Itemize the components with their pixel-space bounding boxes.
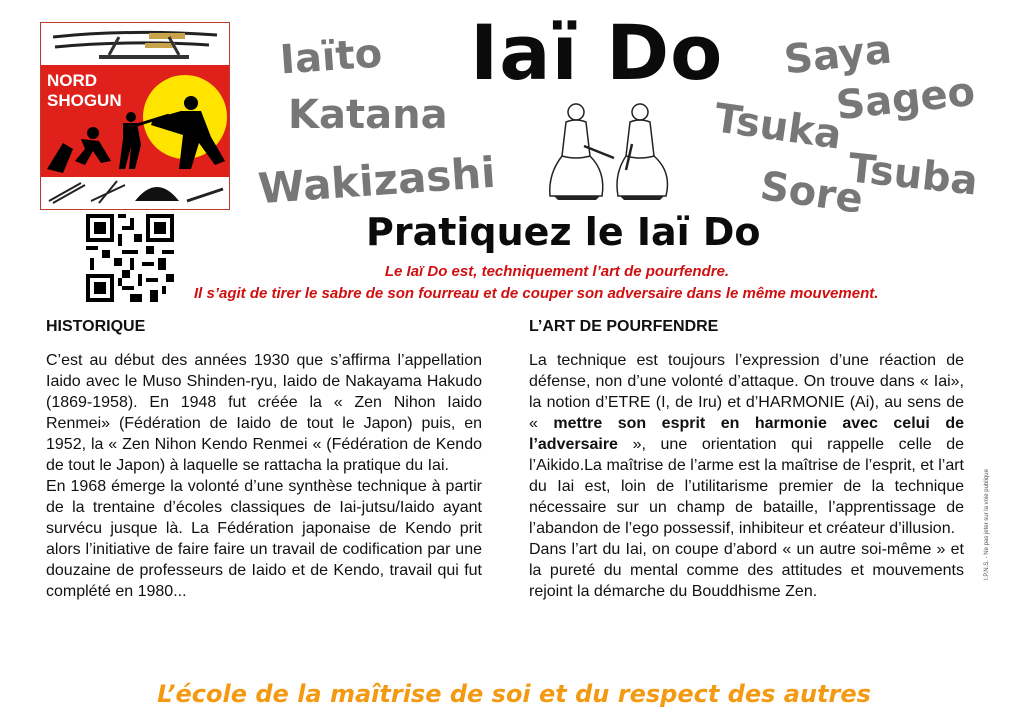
- art-paragraph-1-emphasis: mettre son esprit en harmonie avec celui de l’adversaire: [529, 415, 965, 453]
- cloud-word-sore: Sore: [757, 163, 866, 223]
- motto: L’école de la maîtrise de soi et du respect des autres: [157, 680, 871, 708]
- art-paragraph-1-end: », une orientation qui rappelle celle de l’Aikido.La maîtrise de l’arme est la maîtrise de l’esprit, et l’art du Iai est, loin de l’utilitarisme premier de la technique nécessaire sur un champ de bataille, l’apprentissage de l’abandon de l’ego possessif, inhibiteur et créateur d’illusion.: [529, 436, 964, 537]
- club-logo: [40, 22, 230, 210]
- cloud-word-saya: Saya: [781, 26, 894, 84]
- katana-stand-icon: [49, 27, 221, 63]
- art-paragraph-2: Dans l’art du Iai, on coupe d’abord « un autre soi-même » et la pureté du mental comme des attitudes et mouvements rejoint la démarche du Bouddhisme Zen.: [529, 541, 964, 600]
- historique-paragraph-2: En 1968 émerge la volonté d’une synthèse technique à partir de la trentaine d’écoles classiques de Iai-jutsu/Iaido ayant survécu jusque là. La Fédération japonaise de Kendo prit alors l’initiative de faire faire un travail de codification par une douzaine de professeurs de Iaido et de Kendo, travail qui fut complété en 1980...: [46, 478, 482, 600]
- weapons-icon: [47, 179, 225, 205]
- page-title: Iaï Do: [470, 8, 724, 97]
- cloud-word-katana: Katana: [288, 92, 448, 138]
- cloud-word-iaito: Iaïto: [278, 30, 384, 84]
- fighters-icon: [41, 65, 229, 177]
- art-section: [529, 318, 964, 602]
- kneeling-practitioners-icon: [540, 100, 680, 204]
- club-name: NORD SHOGUN: [47, 71, 122, 110]
- cloud-word-sageo: Sageo: [833, 68, 978, 130]
- intro-line-2: Il s’agit de tirer le sabre de son fourreau et de couper son adversaire dans le même mouvement.: [194, 285, 879, 302]
- cloud-word-wakizashi: Wakizashi: [256, 147, 498, 214]
- cloud-word-tsuka: Tsuka: [711, 95, 845, 159]
- qr-code-icon[interactable]: [86, 214, 174, 302]
- historique-heading: HISTORIQUE: [46, 318, 146, 335]
- subtitle: Pratiquez le Iaï Do: [366, 210, 761, 254]
- art-paragraph-1-start: La technique est toujours l’expression d’une réaction de défense, non d’une volonté d’attaque. On trouve dans « Iai», la notion d’ETRE (I, de Iru) et d’HARMONIE (Ai), au sens de «: [529, 352, 964, 432]
- historique-paragraph-1: C’est au début des années 1930 que s’affirma l’appellation Iaido avec le Muso Shinden-ryu, Iaido de Nakayama Hakudo (1869-1958). En 1948 fut créée la « Zen Nihon Iaido Renmei» (Fédération de Iaido de tout le Japon) puis, en 1952, la « Zen Nihon Kendo Renmei « (Fédération de Kendo de tout le Japon) à laquelle se rattacha la pratique du Iai.: [46, 352, 482, 474]
- intro-line-1: Le Iaï Do est, techniquement l’art de pourfendre.: [384, 263, 730, 280]
- side-note: I.P.N.S. - Ne pas jeter sur la voie publique: [984, 469, 990, 580]
- art-paragraph-1: [529, 350, 964, 539]
- cloud-word-tsuba: Tsuba: [845, 145, 980, 205]
- historique-section: [46, 318, 482, 602]
- art-heading: L’ART DE POURFENDRE: [529, 318, 719, 335]
